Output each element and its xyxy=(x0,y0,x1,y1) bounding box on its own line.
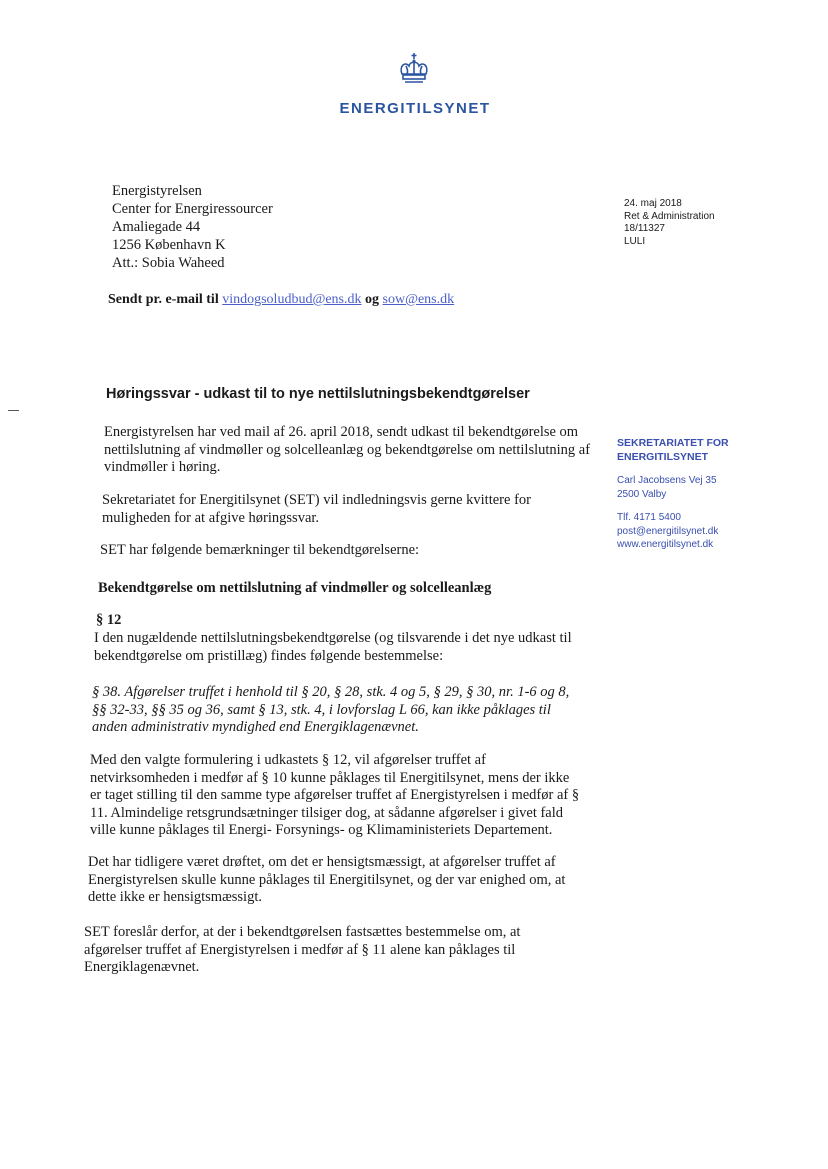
section-number: § 12 xyxy=(96,612,122,628)
sidebar-title-line: SEKRETARIATET FOR xyxy=(617,437,729,449)
section-heading: Bekendtgørelse om nettilslutning af vindmøller og solcelleanlæg xyxy=(98,580,492,596)
body-paragraph-7: SET foreslår derfor, at der i bekendtgørelsen fastsættes bestemmelse om, at afgørelser truffet af Energistyrelsen i medfør af § 11 alene kan påklages til Energiklagenævnet. xyxy=(84,924,521,975)
sent-prefix: Sendt pr. e-mail til xyxy=(108,292,219,307)
recipient-line: Center for Energiressourcer xyxy=(112,201,273,217)
email-link-vindogsoludbud[interactable]: vindogsoludbud@ens.dk xyxy=(222,292,362,307)
initials: LULI xyxy=(624,235,646,247)
brand-name: ENERGITILSYNET xyxy=(339,100,491,117)
body-paragraph-6: Det har tidligere været drøftet, om det er hensigtsmæssigt, at afgørelser truffet af Energistyrelsen skulle kunne påklages til Energitilsynet, og der var enighed om, at dette ikke er hensigtsmæssigt. xyxy=(88,854,566,905)
case-number: 18/11327 xyxy=(624,223,665,234)
sent-line xyxy=(108,292,454,308)
royal-crown-icon xyxy=(396,52,432,86)
recipient-line: Att.: Sobia Waheed xyxy=(112,255,225,271)
letter-date: 24. maj 2018 xyxy=(624,198,682,209)
body-paragraph-2: Sekretariatet for Energitilsynet (SET) vil indledningsvis gerne kvittere for muligheden for at afgive høringssvar. xyxy=(102,492,531,526)
sidebar-address: Carl Jacobsens Vej 35 xyxy=(617,475,717,486)
sidebar-address: 2500 Valby xyxy=(617,488,667,500)
sent-joiner: og xyxy=(365,292,380,307)
sidebar-phone: Tlf. 4171 5400 xyxy=(617,512,681,523)
sidebar-website[interactable]: www.energitilsynet.dk xyxy=(617,539,714,550)
margin-mark xyxy=(8,410,19,411)
sidebar-title-line: ENERGITILSYNET xyxy=(617,451,709,463)
email-link-sow[interactable]: sow@ens.dk xyxy=(382,292,455,307)
recipient-line: Amaliegade 44 xyxy=(112,219,201,235)
sidebar-email[interactable]: post@energitilsynet.dk xyxy=(617,525,719,537)
recipient-address xyxy=(112,182,273,272)
letter-subject: Høringssvar - udkast til to nye nettilslutningsbekendtgørelser xyxy=(106,386,530,402)
legal-quote: § 38. Afgørelser truffet i henhold til § 20, § 28, stk. 4 og 5, § 29, § 30, nr. 1-6 og 8, §§ 32-33, §§ 35 og 36, samt § 13, stk. 4, i lovforslag L 66, kan ikke påklages til anden administrativ myndighed end Energiklagenævnet. xyxy=(92,684,570,735)
body-paragraph-5: Med den valgte formulering i udkastets § 12, vil afgørelser truffet af netvirksomheden i medfør af § 10 kunne påklages til Energitilsynet, mens der ikke er taget stilling til den samme type afgørelser truffet af Energistyrelsen i medfør af § 11. Almindelige retsgrundsætninger tilsiger dog, at sådanne afgørelser i givet fald ville kunne påklages til Energi- Forsynings- og Klimaministeriets Departement. xyxy=(90,752,580,838)
recipient-line: Energistyrelsen xyxy=(112,183,202,199)
letter-meta xyxy=(624,198,715,248)
body-paragraph-1: Energistyrelsen har ved mail af 26. april 2018, sendt udkast til bekendtgørelse om nettilslutning af vindmøller og solcelleanlæg og bekendtgørelse om nettilslutning af vindmøller i høring. xyxy=(104,424,591,475)
body-paragraph-4: I den nugældende nettilslutningsbekendtgørelse (og tilsvarende i det nye udkast til bekendtgørelse om pristillæg) findes følgende bestemmelse: xyxy=(94,630,572,664)
recipient-line: 1256 København K xyxy=(112,237,226,253)
body-paragraph-3: SET har følgende bemærkninger til bekendtgørelserne: xyxy=(100,542,420,558)
sender-sidebar xyxy=(617,436,729,552)
letter-reference: Ret & Administration xyxy=(624,210,715,222)
